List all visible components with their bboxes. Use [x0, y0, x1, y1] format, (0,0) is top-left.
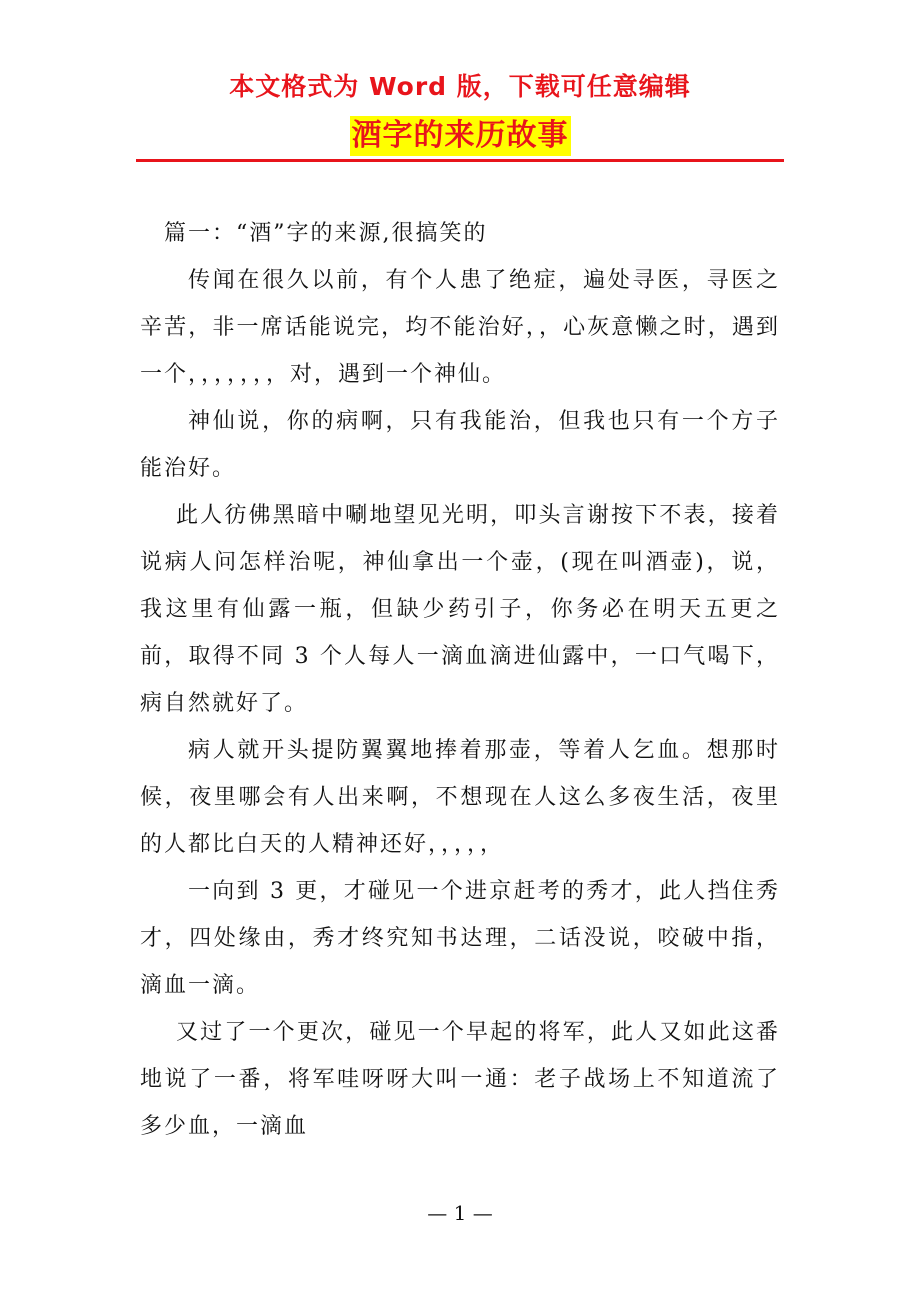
paragraph: 传闻在很久以前，有个人患了绝症，遍处寻医，寻医之辛苦，非一席话能说完，均不能治好，，心灰意懒之时，遇到一个，，，，，，，对，遇到一个神仙。: [140, 268, 780, 387]
page-number: — 1 —: [427, 1201, 493, 1225]
format-notice-banner: 本文格式为 Word 版，下载可任意编辑: [229, 72, 691, 101]
paragraph: 病人就开头提防翼翼地捧着那壶，等着人乞血。想那时候，夜里哪会有人出来啊，不想现在人这么多夜生活，夜里的人都比白天的人精神还好，，，，，: [140, 738, 780, 857]
document-title: 酒字的来历故事: [350, 116, 571, 156]
paragraph: 又过了一个更次，碰见一个早起的将军，此人又如此这番地说了一番，将军哇呀呀大叫一通：老子战场上不知道流了多少血，一滴血: [140, 1020, 780, 1139]
title-container: [0, 116, 920, 156]
document-body: [140, 210, 780, 1150]
paragraph: 一向到 3 更，才碰见一个进京赶考的秀才，此人挡住秀才，四处缘由，秀才终究知书达理，二话没说，咬破中指，滴血一滴。: [140, 879, 780, 998]
paragraph: 神仙说，你的病啊，只有我能治，但我也只有一个方子能治好。: [140, 409, 780, 481]
section-heading: 篇一：“酒”字的来源,很搞笑的: [164, 221, 488, 246]
paragraph: 此人彷佛黑暗中唰地望见光明，叩头言谢按下不表，接着说病人问怎样治呢，神仙拿出一个壶，(现在叫酒壶)，说，我这里有仙露一瓶，但缺少药引子，你务必在明天五更之前，取得不同 3 个人每人一滴血滴进仙露中，一口气喝下，病自然就好了。: [140, 503, 780, 716]
header-divider: [136, 159, 784, 162]
